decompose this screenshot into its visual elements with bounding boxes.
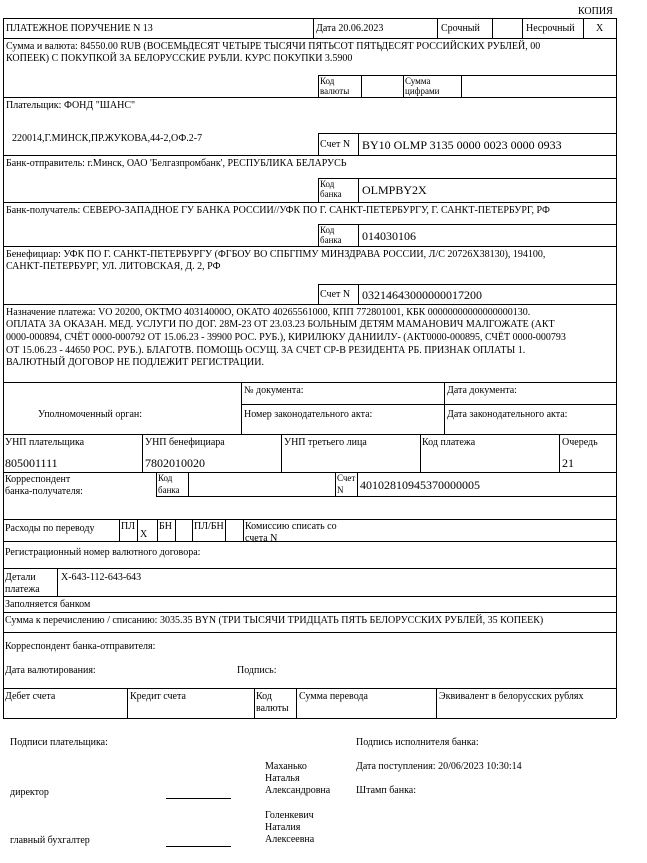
sender-bank: Банк-отправитель: г.Минск, ОАО 'Белгазпромбанк', РЕСПУБЛИКА БЕЛАРУСЬ [6, 158, 347, 169]
reg-contract-label: Регистрационный номер валютного договора: [5, 547, 201, 558]
commission-label-2: счета N [245, 533, 278, 544]
document-date: Дата 20.06.2023 [316, 23, 384, 34]
purpose-line-5: ВАЛЮТНЫЙ ДОГОВОР НЕ ПОДЛЕЖИТ РЕГИСТРАЦИИ. [6, 357, 264, 368]
accountant-name-2: Наталия [265, 822, 301, 833]
received-date: Дата поступления: 20/06/2023 10:30:14 [356, 761, 522, 772]
payment-order: 21 [562, 456, 574, 470]
details-value: X-643-112-643-643 [61, 572, 142, 583]
director-name-1: Маханько [265, 761, 307, 772]
debit-label: Дебет счета [5, 691, 56, 702]
purpose-line-2: ОПЛАТА ЗА ОКАЗАН. МЕД. УСЛУГИ ПО ДОГ. 28M-23 ОТ 23.03.23 БОЛЬНЫМ ДЕТЯМ МАМАНОВИЧ МАЛГОЖАТЕ (АКТ [6, 319, 555, 330]
payer-address: 220014,Г.МИНСК,ПР.ЖУКОВА,44-2,ОФ.2-7 [12, 133, 203, 144]
nonurgent-mark: X [596, 23, 604, 34]
document-title: ПЛАТЕЖНОЕ ПОРУЧЕНИЕ N 13 [6, 23, 153, 34]
fees-pl: ПЛ [121, 521, 136, 532]
bank-fill-title: Заполняется банком [5, 599, 91, 610]
payer-name: Плательщик: ФОНД "ШАНС" [6, 100, 136, 111]
currency-code-label: Код [320, 76, 335, 86]
purpose-line-1: Назначение платежа: VO 20200, OKTMO 40314000O, OKATO 40265561000, КПП 772801001, КБК 00000000000000000130. [6, 307, 531, 318]
accountant-signature-line [166, 846, 231, 847]
order-label: Очередь [562, 437, 598, 448]
sender-bank-code-label: Код [320, 179, 335, 189]
payer-account-label: Счет N [320, 139, 351, 150]
act-date-label: Дата законодательного акта: [447, 409, 568, 420]
beneficiary-account-label: Счет N [320, 289, 351, 300]
payment-code-label: Код платежа [422, 437, 476, 448]
unp-third-party-label: УНП третьего лица [284, 437, 367, 448]
unp-beneficiary: 7802010020 [145, 456, 205, 470]
fees-bn: БН [159, 521, 172, 532]
beneficiary-account: 03214643000000017200 [362, 288, 482, 302]
sum-digits-label: Сумма [405, 76, 431, 86]
director-signature-line [166, 798, 231, 799]
authority-label: Уполномоченный орган: [38, 409, 143, 420]
accountant-name-3: Алексеевна [265, 834, 315, 845]
doc-number-label: № документа: [244, 385, 304, 396]
sum-digits-label-2: цифрами [405, 86, 440, 96]
accountant-label: главный бухгалтер [10, 835, 90, 846]
unp-payer: 805001111 [5, 456, 58, 470]
corr-code-label-2: банка [158, 485, 180, 495]
currency-code-label-bottom: Код [256, 691, 272, 702]
copy-label: КОПИЯ [578, 6, 613, 17]
urgent-label: Срочный [441, 23, 480, 34]
corr-bank-label: Корреспондент [5, 474, 71, 485]
sender-bank-code: OLMPBY2X [362, 183, 427, 197]
director-name-2: Наталья [265, 773, 300, 784]
amount-line-1: Сумма и валюта: 84550.00 RUB (ВОСЕМЬДЕСЯТ ЧЕТЫРЕ ТЫСЯЧИ ПЯТЬСОТ ПЯТЬДЕСЯТ РОССИЙСКИХ РУБЛЕЙ, 00 [6, 41, 541, 52]
corr-account-label-2: N [337, 485, 344, 495]
beneficiary-line-1: Бенефициар: УФК ПО Г. САНКТ-ПЕТЕРБУРГУ (ФГБОУ ВО СПБГПМУ МИНЗДРАВА РОССИИ, Л/С 20726X38130), 194100, [6, 249, 546, 260]
fees-pl-mark: X [140, 529, 148, 540]
unp-beneficiary-label: УНП бенефициара [145, 437, 225, 448]
equivalent-label: Эквивалент в белорусских рублях [439, 691, 584, 702]
currency-code-label-2: валюты [320, 86, 350, 96]
payer-signatures-label: Подписи плательщика: [10, 737, 108, 748]
sender-bank-code-label-2: банка [320, 189, 342, 199]
currency-code-label-bottom-2: валюты [256, 703, 289, 714]
fees-label: Расходы по переводу [5, 523, 95, 534]
director-name-3: Александровна [265, 785, 331, 796]
bank-signature-label: Подпись исполнителя банка: [356, 737, 479, 748]
act-number-label: Номер законодательного акта: [244, 409, 373, 420]
details-label-2: платежа [5, 584, 40, 595]
receiver-bank-code: 014030106 [362, 229, 416, 243]
corr-code-label: Код [158, 473, 173, 483]
bank-stamp-label: Штамп банка: [356, 785, 416, 796]
details-label: Детали [5, 572, 36, 583]
corr-account: 40102810945370000005 [360, 478, 480, 492]
transfer-amount-label: Сумма перевода [299, 691, 368, 702]
receiver-bank-code-label-2: банка [320, 235, 342, 245]
purpose-line-4: ОТ 15.06.23 - 44650 РОС. РУБ.). БЛАГОТВ. ПОМОЩЬ ОСУЩ. ЗА СЧЕТ СР-В РЕЗИДЕНТА РБ. ПРИЗНАК ОПЛАТЫ 1. [6, 345, 526, 356]
unp-payer-label: УНП плательщика [5, 437, 85, 448]
nonurgent-label: Несрочный [526, 23, 575, 34]
corr-bank-label-2: банка-получателя: [5, 486, 83, 497]
doc-date-label: Дата документа: [447, 385, 517, 396]
fees-plbn: ПЛ/БН [194, 521, 224, 532]
accountant-name-1: Голенкевич [265, 810, 314, 821]
director-label: директор [10, 787, 49, 798]
beneficiary-line-2: САНКТ-ПЕТЕРБУРГ, УЛ. ЛИТОВСКАЯ, Д. 2, РФ [6, 261, 221, 272]
purpose-line-3: 0000-000894, СЧЁТ 0000-000792 ОТ 15.06.23 - 39900 РОС. РУБ.), КИРИЛЮКУ ДАНИИЛУ- (АКТ0000-000895, СЧЁТ 0000-000793 [6, 332, 566, 343]
credit-label: Кредит счета [130, 691, 186, 702]
value-date-label: Дата валютирования: [5, 665, 96, 676]
payer-account: BY10 OLMP 3135 0000 0023 0000 0933 [362, 138, 562, 152]
corr-sender-label: Корреспондент банка-отправителя: [5, 641, 156, 652]
receiver-bank-code-label: Код [320, 225, 335, 235]
amount-line-2: КОПЕЕК) С ПОКУПКОЙ ЗА БЕЛОРУССКИЕ РУБЛИ. КУРС ПОКУПКИ 3.5900 [6, 53, 353, 64]
signature-label: Подпись: [237, 665, 277, 676]
transfer-sum: Сумма к перечислению / списанию: 3035.35 BYN (ТРИ ТЫСЯЧИ ТРИДЦАТЬ ПЯТЬ БЕЛОРУССКИХ РУБЛЕЙ, 35 КОПЕЕК) [5, 615, 544, 626]
receiver-bank: Банк-получатель: СЕВЕРО-ЗАПАДНОЕ ГУ БАНКА РОССИИ//УФК ПО Г. САНКТ-ПЕТЕРБУРГУ, Г. САНКТ-ПЕТЕРБУРГ, РФ [6, 205, 550, 216]
commission-label: Комиссию списать со [245, 521, 337, 532]
corr-account-label: Счет [337, 473, 356, 483]
